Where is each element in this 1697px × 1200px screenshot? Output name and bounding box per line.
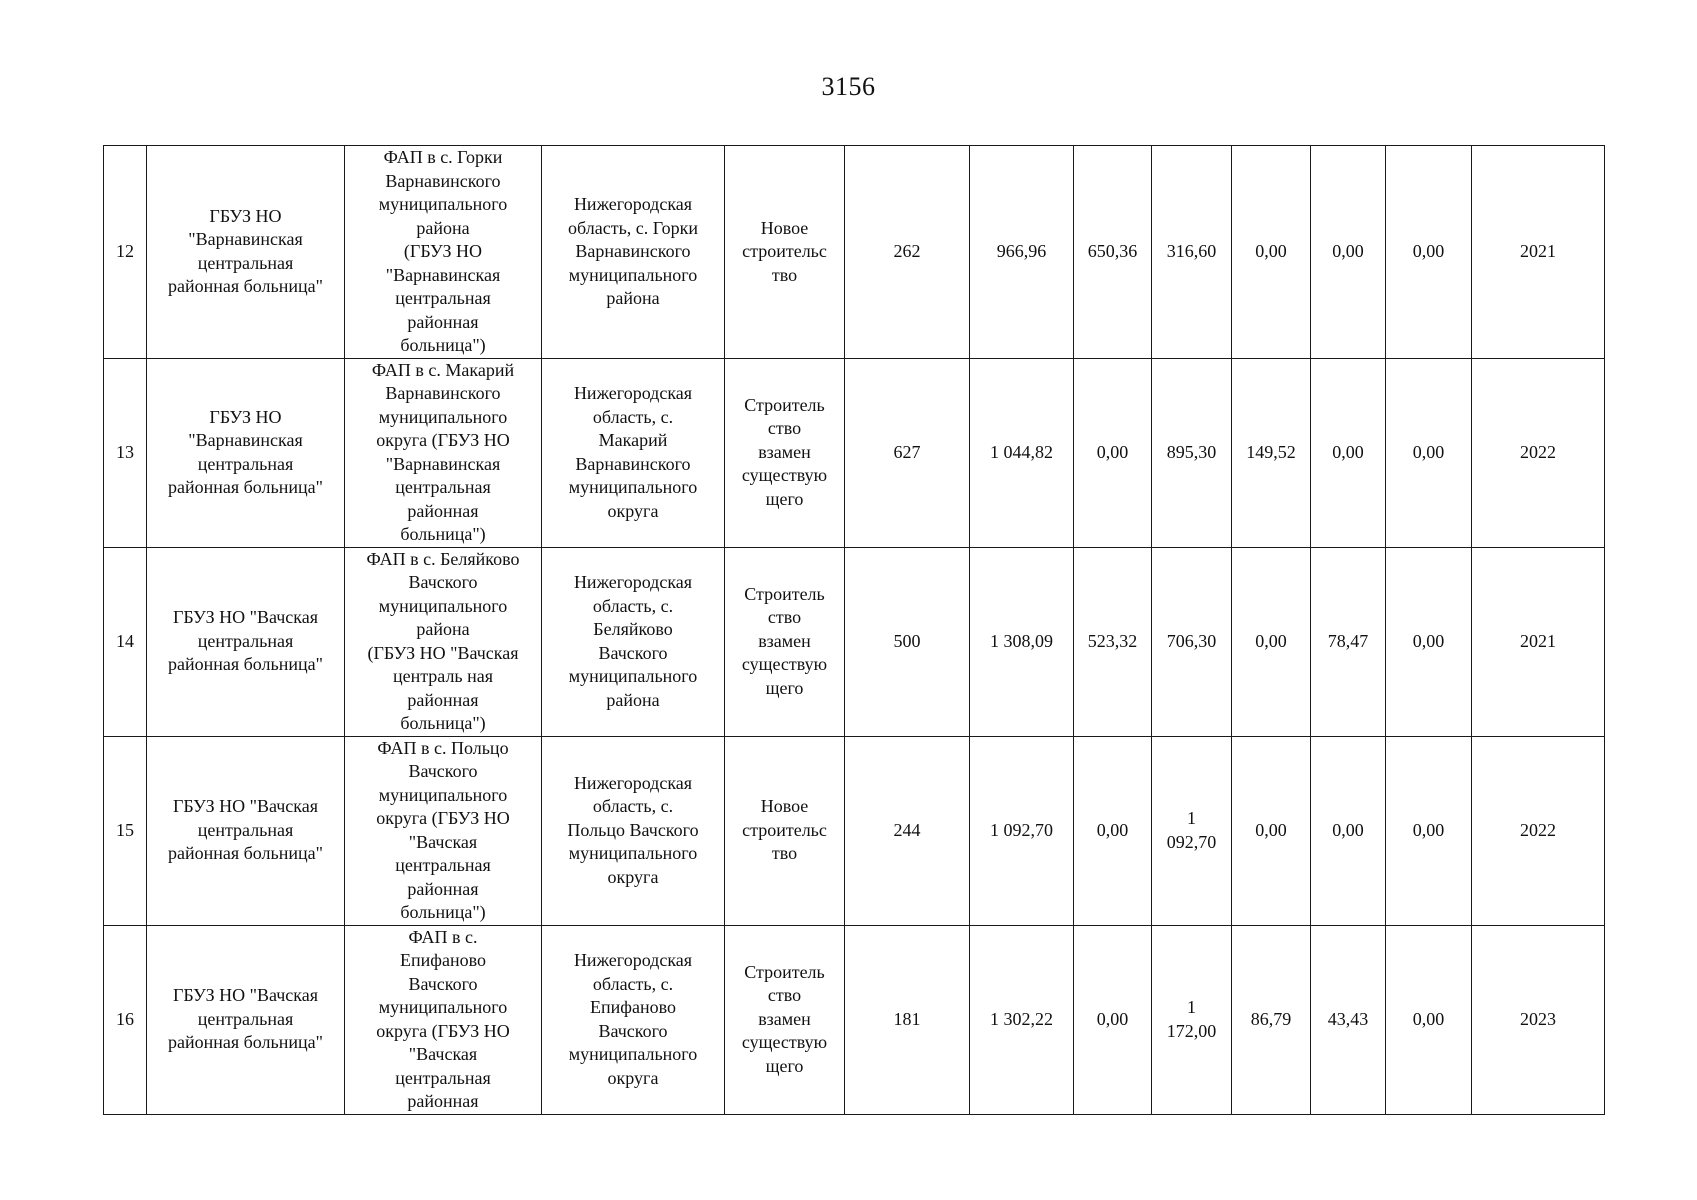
construction-type-line: взамен — [758, 630, 811, 651]
address-line: района — [606, 689, 660, 710]
address-line: область, с. Горки — [568, 217, 698, 238]
institution-line: районная больница" — [167, 1032, 323, 1053]
address-line: округа — [607, 866, 659, 887]
cost-col-4-cell: 0,00 — [1311, 736, 1386, 925]
construction-type-line: ство — [767, 607, 802, 628]
object-name-line: "Варнавинская — [385, 264, 501, 285]
cost-col-2-line: 895,30 — [1166, 441, 1217, 462]
table-body — [104, 146, 1605, 1115]
address-line: округа — [607, 500, 659, 521]
object-name-line: муниципального — [378, 595, 508, 616]
construction-type-line: щего — [765, 488, 804, 509]
institution-line: центральная — [197, 453, 294, 474]
construction-type-line: щего — [765, 677, 804, 698]
construction-type-line: Новое — [760, 217, 809, 238]
object-name-cell — [345, 146, 542, 359]
object-name-line: Епифаново — [400, 950, 486, 970]
institution-line: ГБУЗ НО — [209, 406, 282, 427]
total-cost-cell: 1 092,70 — [970, 736, 1074, 925]
address-line: муниципального — [568, 477, 698, 497]
object-name-line: районная — [407, 878, 479, 899]
cost-col-3-cell: 86,79 — [1232, 925, 1311, 1114]
institution-line: ГБУЗ НО "Вачская — [172, 985, 319, 1006]
construction-type-line: Строитель — [744, 583, 825, 604]
construction-type-line: тво — [771, 264, 798, 285]
address-cell — [542, 358, 725, 547]
cost-col-1-cell: 0,00 — [1074, 358, 1152, 547]
object-name-line: района — [416, 217, 470, 238]
address-cell — [542, 736, 725, 925]
cost-col-4-cell: 0,00 — [1311, 146, 1386, 359]
construction-type-line: строительс — [742, 819, 827, 840]
address-line: Варнавинского — [575, 241, 691, 261]
object-name-line: Варнавинского — [385, 383, 501, 403]
cost-col-4-cell: 78,47 — [1311, 547, 1386, 736]
construction-type-line: Строитель — [744, 961, 825, 982]
object-name-line: "Варнавинская — [385, 453, 501, 474]
cost-col-5-cell: 0,00 — [1386, 925, 1472, 1114]
address-cell — [542, 547, 725, 736]
object-name-cell — [345, 736, 542, 925]
cost-col-2-cell — [1152, 547, 1232, 736]
cost-col-5-cell: 0,00 — [1386, 547, 1472, 736]
completion-year-cell: 2022 — [1472, 736, 1605, 925]
area-cell: 181 — [845, 925, 970, 1114]
construction-type-line: ство — [767, 418, 802, 439]
cost-col-2-line: 1 — [1187, 808, 1196, 828]
object-name-line: (ГБУЗ НО — [403, 241, 483, 261]
cost-col-1-cell: 0,00 — [1074, 925, 1152, 1114]
object-name-line: Варнавинского — [385, 170, 501, 191]
objects-table — [103, 145, 1605, 1115]
cost-col-4-cell: 43,43 — [1311, 925, 1386, 1114]
institution-line: центральная — [197, 630, 294, 651]
cost-col-3-cell: 0,00 — [1232, 736, 1311, 925]
row-number-cell: 16 — [104, 925, 147, 1114]
institution-line: центральная — [197, 819, 294, 840]
object-name-line: ФАП в с. — [408, 926, 478, 947]
cost-col-4-cell: 0,00 — [1311, 358, 1386, 547]
institution-line: районная больница" — [167, 276, 323, 297]
address-line: Вачского — [598, 642, 668, 663]
table-row — [104, 358, 1605, 547]
object-name-line: Вачского — [408, 761, 478, 781]
construction-type-line: взамен — [758, 1008, 811, 1029]
institution-cell — [147, 925, 345, 1114]
object-name-line: ФАП в с. Беляйково — [366, 548, 520, 569]
area-cell: 262 — [845, 146, 970, 359]
construction-type-line: Строитель — [744, 394, 825, 415]
cost-col-2-line: 706,30 — [1166, 630, 1217, 651]
address-line: Нижегородская — [573, 950, 693, 970]
address-line: Беляйково — [593, 619, 673, 639]
cost-col-1-cell: 650,36 — [1074, 146, 1152, 359]
total-cost-cell: 1 044,82 — [970, 358, 1074, 547]
object-name-line: муниципального — [378, 194, 508, 214]
cost-col-3-cell: 0,00 — [1232, 146, 1311, 359]
address-line: область, с. — [592, 973, 674, 994]
address-line: Нижегородская — [573, 772, 693, 793]
address-line: муниципального — [568, 264, 698, 285]
object-name-line: ФАП в с. Горки — [383, 147, 503, 167]
construction-type-cell — [725, 736, 845, 925]
institution-line: ГБУЗ НО — [209, 205, 282, 226]
row-number-cell: 12 — [104, 146, 147, 359]
institution-line: ГБУЗ НО "Вачская — [172, 796, 319, 817]
object-name-cell — [345, 358, 542, 547]
address-line: Нижегородская — [573, 572, 693, 592]
object-name-line: округа (ГБУЗ НО — [376, 430, 510, 450]
cost-col-2-cell — [1152, 925, 1232, 1114]
institution-line: центральная — [197, 252, 294, 273]
address-line: Польцо Вачского — [567, 819, 699, 840]
object-name-line: больница") — [400, 713, 486, 733]
institution-line: центральная — [197, 1008, 294, 1029]
address-line: Варнавинского — [575, 453, 691, 474]
institution-line: районная больница" — [167, 654, 323, 675]
address-cell — [542, 146, 725, 359]
address-line: Вачского — [598, 1020, 668, 1041]
table-row — [104, 736, 1605, 925]
object-name-line: округа (ГБУЗ НО — [376, 808, 510, 828]
completion-year-cell: 2021 — [1472, 146, 1605, 359]
row-number-cell: 13 — [104, 358, 147, 547]
completion-year-cell: 2021 — [1472, 547, 1605, 736]
row-number-cell: 14 — [104, 547, 147, 736]
object-name-line: больница") — [400, 902, 486, 922]
construction-type-line: существую — [741, 1032, 828, 1053]
object-name-line: центральная — [395, 855, 491, 875]
object-name-line: районная — [407, 500, 479, 521]
object-name-line: больница") — [400, 524, 486, 544]
object-name-line: больница") — [400, 335, 486, 355]
object-name-line: ФАП в с. Макарий — [371, 359, 515, 380]
object-name-line: округа (ГБУЗ НО — [376, 1020, 510, 1041]
construction-type-line: щего — [765, 1055, 804, 1076]
construction-type-line: взамен — [758, 441, 811, 462]
table-row — [104, 925, 1605, 1114]
page-number: 3156 — [821, 72, 876, 101]
cost-col-2-cell — [1152, 736, 1232, 925]
total-cost-cell: 1 308,09 — [970, 547, 1074, 736]
object-name-line: Вачского — [408, 973, 478, 994]
address-line: Епифаново — [590, 997, 676, 1017]
construction-type-line: существую — [741, 654, 828, 675]
address-cell — [542, 925, 725, 1114]
cost-col-2-cell — [1152, 146, 1232, 359]
cost-col-3-cell: 0,00 — [1232, 547, 1311, 736]
total-cost-cell: 966,96 — [970, 146, 1074, 359]
construction-type-line: Новое — [760, 796, 809, 817]
construction-type-line: ство — [767, 985, 802, 1006]
table-row — [104, 547, 1605, 736]
address-line: муниципального — [568, 843, 698, 864]
object-name-line: "Вачская — [408, 1044, 478, 1064]
institution-cell — [147, 358, 345, 547]
address-line: муниципального — [568, 1044, 698, 1064]
institution-line: "Варнавинская — [188, 229, 303, 250]
institution-line: районная больница" — [167, 477, 323, 497]
object-name-line: "Вачская — [408, 831, 478, 852]
construction-type-line: тво — [771, 843, 798, 864]
address-line: Нижегородская — [573, 194, 693, 214]
object-name-line: центральная — [395, 477, 491, 497]
address-line: округа — [607, 1067, 659, 1088]
institution-line: ГБУЗ НО "Вачская — [172, 607, 319, 628]
cost-col-2-cell — [1152, 358, 1232, 547]
object-name-line: ФАП в с. Польцо — [377, 737, 509, 758]
construction-type-cell — [725, 146, 845, 359]
cost-col-1-cell: 523,32 — [1074, 547, 1152, 736]
construction-type-cell — [725, 547, 845, 736]
cost-col-5-cell: 0,00 — [1386, 146, 1472, 359]
cost-col-2-line: 1 — [1187, 997, 1196, 1017]
institution-cell — [147, 736, 345, 925]
completion-year-cell: 2023 — [1472, 925, 1605, 1114]
construction-type-line: существую — [741, 465, 828, 486]
object-name-line: (ГБУЗ НО "Вачская — [367, 642, 519, 663]
cost-col-1-cell: 0,00 — [1074, 736, 1152, 925]
object-name-cell — [345, 547, 542, 736]
address-line: область, с. — [592, 595, 674, 616]
object-name-cell — [345, 925, 542, 1114]
address-line: область, с. — [592, 796, 674, 817]
object-name-line: муниципального — [378, 406, 508, 427]
area-cell: 500 — [845, 547, 970, 736]
object-name-line: центральная — [395, 1067, 491, 1088]
object-name-line: центральная — [395, 288, 491, 308]
object-name-line: централь ная — [392, 666, 494, 686]
construction-type-line: строительс — [742, 241, 827, 261]
construction-type-cell — [725, 925, 845, 1114]
cost-col-2-line: 316,60 — [1166, 241, 1217, 261]
institution-cell — [147, 146, 345, 359]
cost-col-2-line: 172,00 — [1166, 1020, 1217, 1041]
object-name-line: муниципального — [378, 784, 508, 805]
object-name-line: районная — [407, 311, 479, 332]
total-cost-cell: 1 302,22 — [970, 925, 1074, 1114]
area-cell: 244 — [845, 736, 970, 925]
completion-year-cell: 2022 — [1472, 358, 1605, 547]
table-row — [104, 146, 1605, 359]
address-line: района — [606, 288, 660, 308]
cost-col-5-cell: 0,00 — [1386, 736, 1472, 925]
address-line: Макарий — [598, 430, 668, 450]
object-name-line: района — [416, 619, 470, 639]
area-cell: 627 — [845, 358, 970, 547]
construction-type-cell — [725, 358, 845, 547]
object-name-line: районная — [407, 1091, 479, 1111]
cost-col-5-cell: 0,00 — [1386, 358, 1472, 547]
object-name-line: муниципального — [378, 997, 508, 1017]
institution-cell — [147, 547, 345, 736]
row-number-cell: 15 — [104, 736, 147, 925]
address-line: Нижегородская — [573, 383, 693, 403]
address-line: муниципального — [568, 666, 698, 686]
object-name-line: районная — [407, 689, 479, 710]
institution-line: "Варнавинская — [188, 430, 303, 450]
cost-col-3-cell: 149,52 — [1232, 358, 1311, 547]
object-name-line: Вачского — [408, 572, 478, 592]
cost-col-2-line: 092,70 — [1166, 831, 1217, 852]
address-line: область, с. — [592, 406, 674, 427]
institution-line: районная больница" — [167, 843, 323, 864]
